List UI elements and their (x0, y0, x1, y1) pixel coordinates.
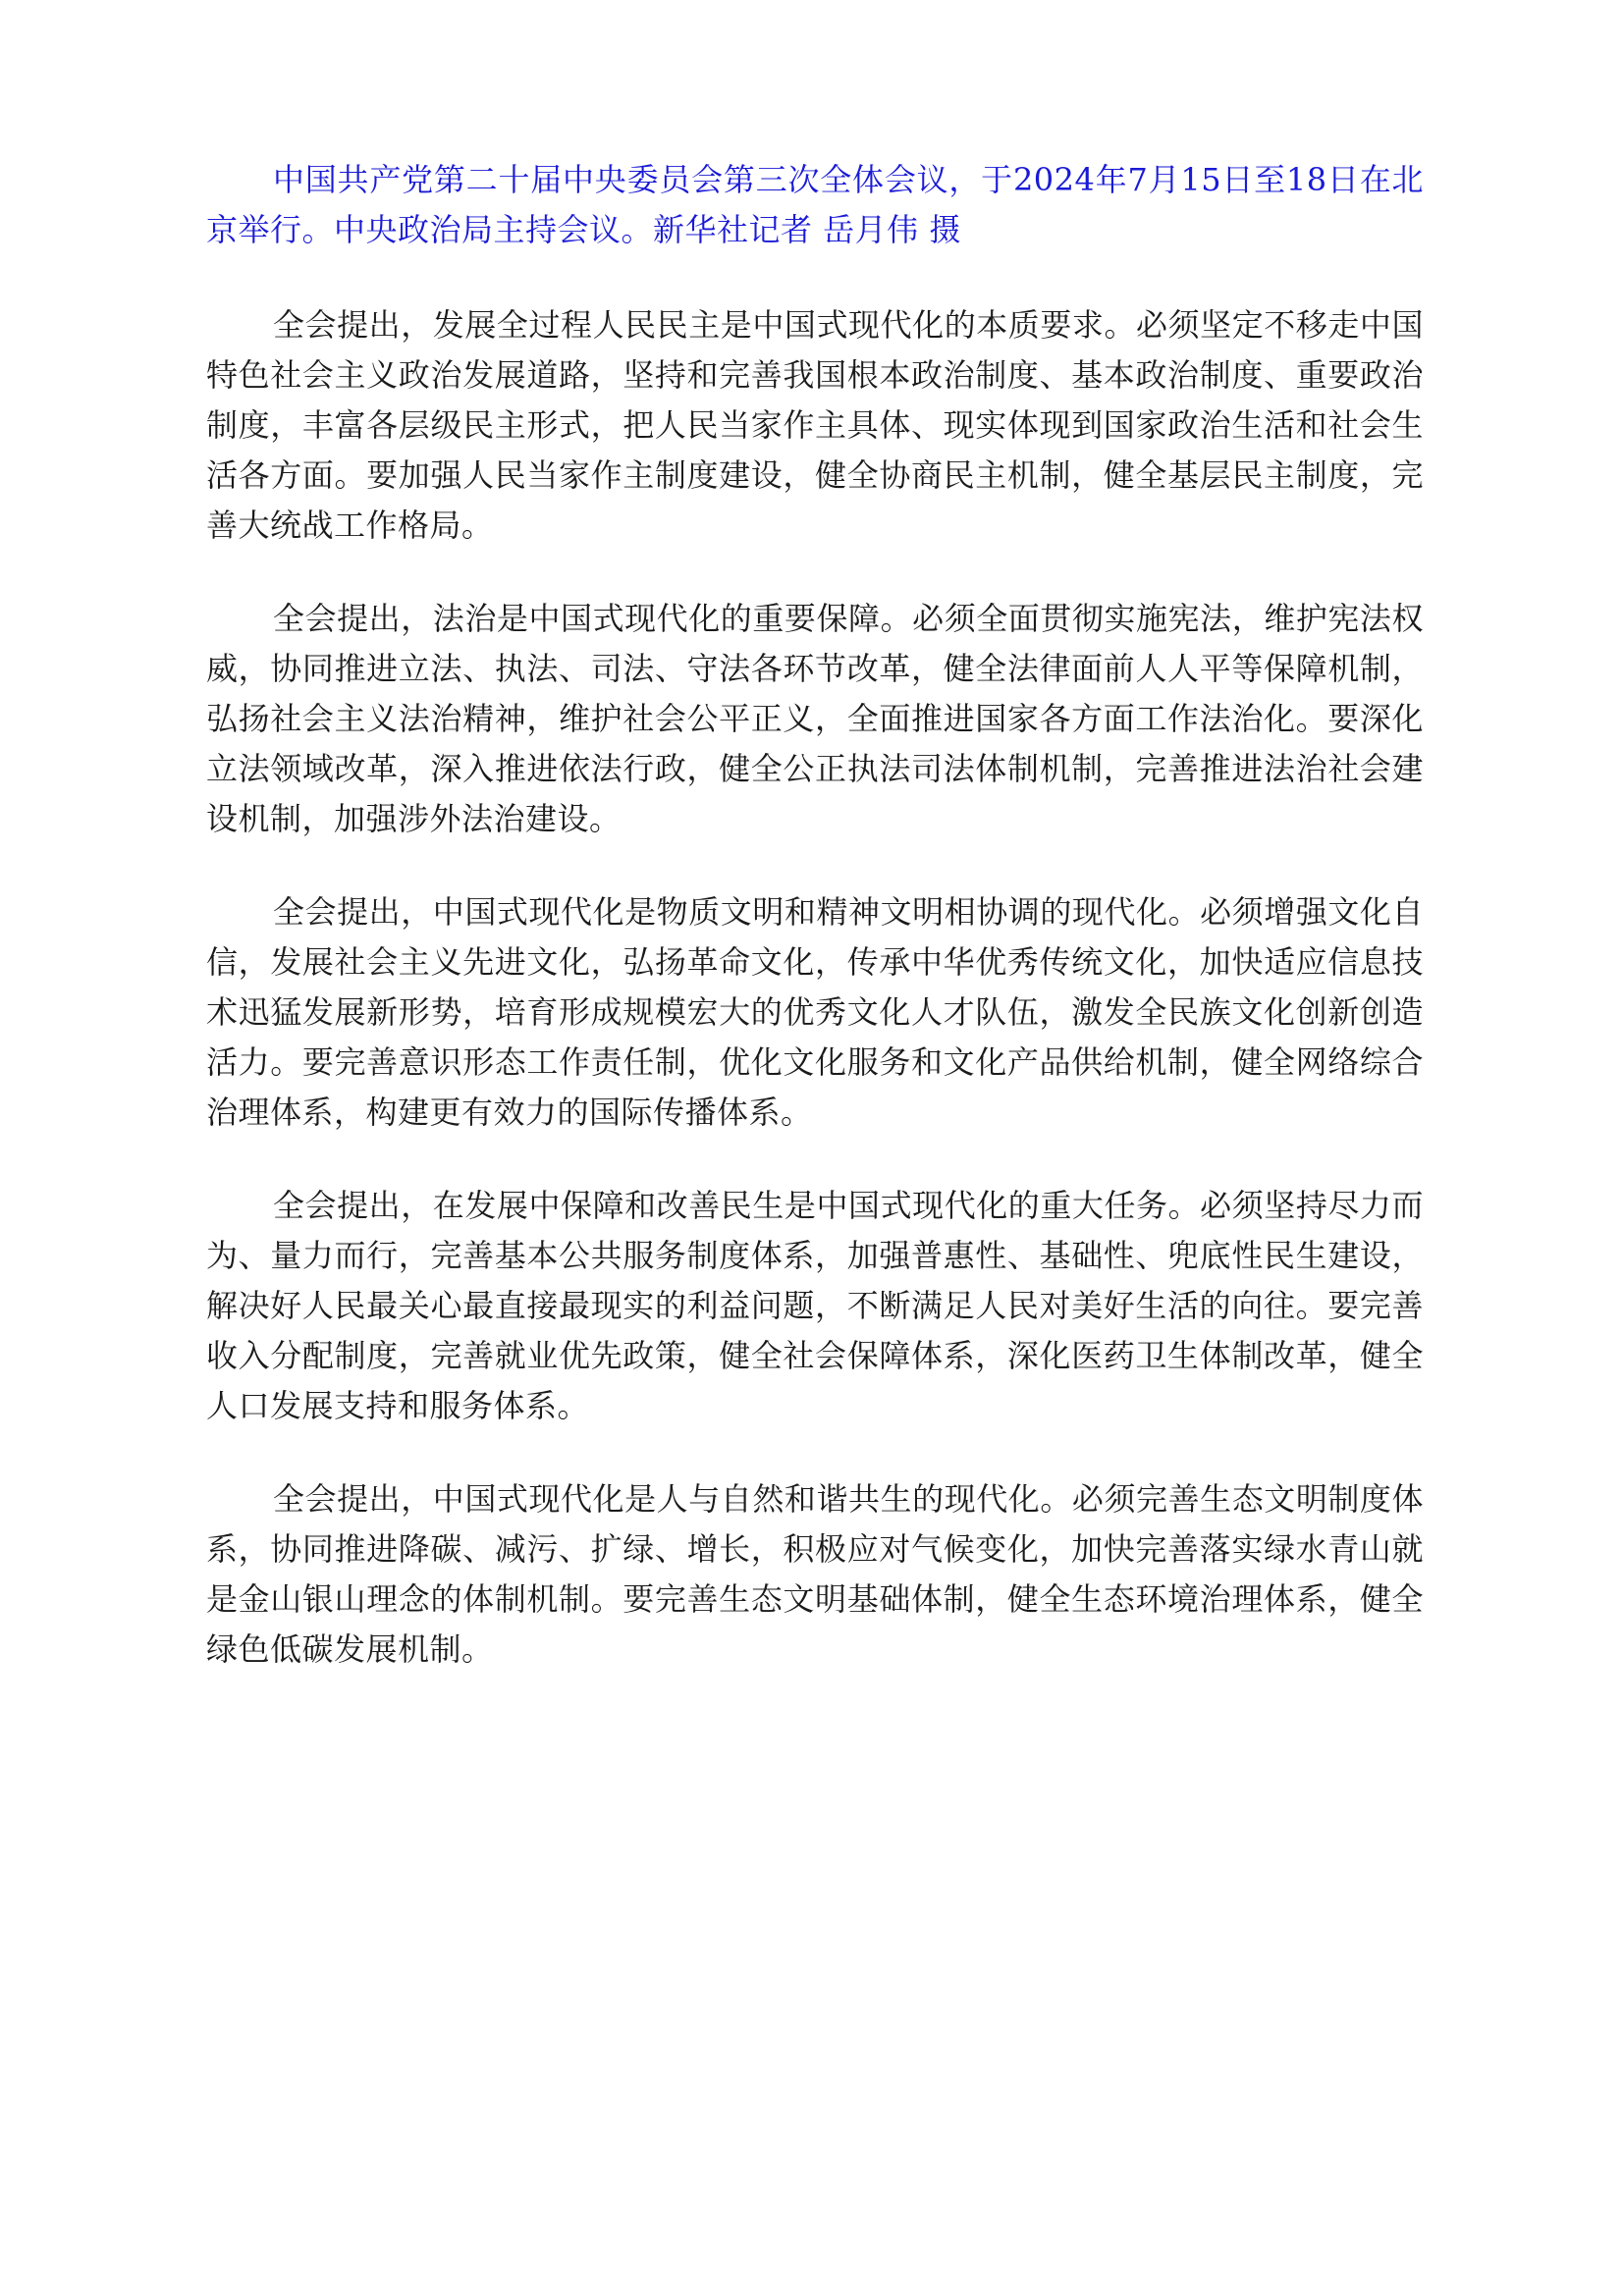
paragraph-democracy: 全会提出，发展全过程人民民主是中国式现代化的本质要求。必须坚定不移走中国特色社会主义政治发展道路，坚持和完善我国根本政治制度、基本政治制度、重要政治制度，丰富各层级民主形式，把人民当家作主具体、现实体现到国家政治生活和社会生活各方面。要加强人民当家作主制度建设，健全协商民主机制，健全基层民主制度，完善大统战工作格局。 (206, 306, 1424, 544)
document-page (206, 155, 1424, 1718)
paragraph-culture: 全会提出，中国式现代化是物质文明和精神文明相协调的现代化。必须增强文化自信，发展社会主义先进文化，弘扬革命文化，传承中华优秀传统文化，加快适应信息技术迅猛发展新形势，培育形成规模宏大的优秀文化人才队伍，激发全民族文化创新创造活力。要完善意识形态工作责任制，优化文化服务和文化产品供给机制，健全网络综合治理体系，构建更有效力的国际传播体系。 (206, 893, 1424, 1131)
paragraph-livelihood: 全会提出，在发展中保障和改善民生是中国式现代化的重大任务。必须坚持尽力而为、量力而行，完善基本公共服务制度体系，加强普惠性、基础性、兜底性民生建设，解决好人民最关心最直接最现实的利益问题，不断满足人民对美好生活的向往。要完善收入分配制度，完善就业优先政策，健全社会保障体系，深化医药卫生体制改革，健全人口发展支持和服务体系。 (206, 1187, 1424, 1424)
paragraph-ecology: 全会提出，中国式现代化是人与自然和谐共生的现代化。必须完善生态文明制度体系，协同推进降碳、减污、扩绿、增长，积极应对气候变化，加快完善落实绿水青山就是金山银山理念的体制机制。要完善生态文明基础体制，健全生态环境治理体系，健全绿色低碳发展机制。 (206, 1480, 1424, 1668)
photo-caption: 中国共产党第二十届中央委员会第三次全体会议，于2024年7月15日至18日在北京举行。中央政治局主持会议。新华社记者 岳月伟 摄 (206, 161, 1424, 248)
paragraph-rule-of-law: 全会提出，法治是中国式现代化的重要保障。必须全面贯彻实施宪法，维护宪法权威，协同推进立法、执法、司法、守法各环节改革，健全法律面前人人平等保障机制，弘扬社会主义法治精神，维护社会公平正义，全面推进国家各方面工作法治化。要深化立法领域改革，深入推进依法行政，健全公正执法司法体制机制，完善推进法治社会建设机制，加强涉外法治建设。 (206, 600, 1424, 837)
